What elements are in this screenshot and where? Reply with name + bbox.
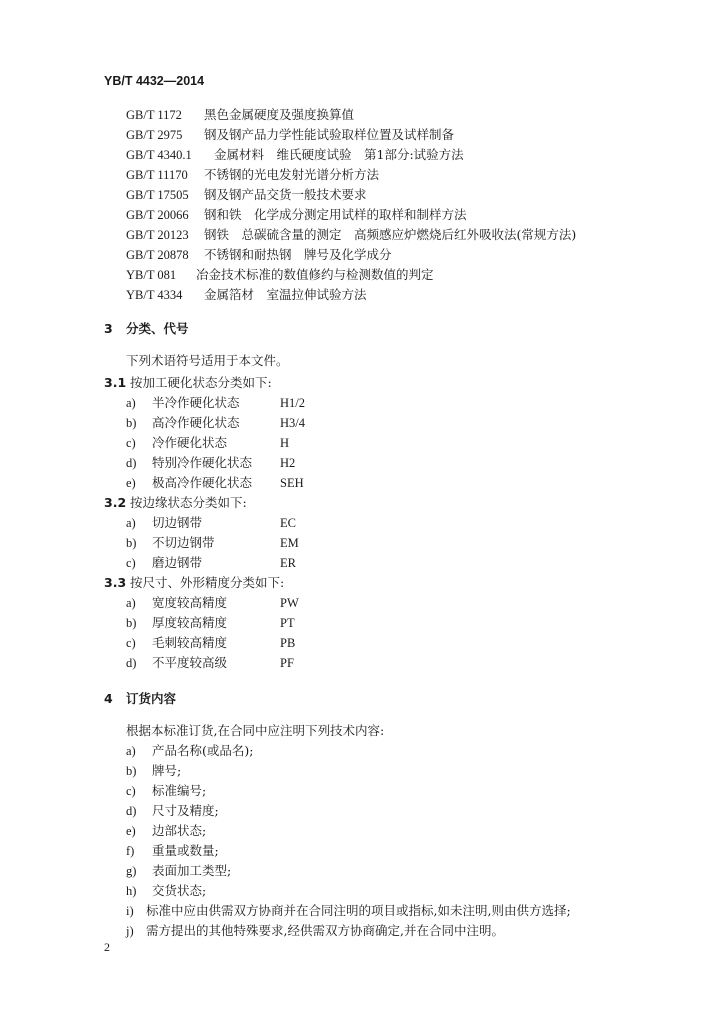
item-text: 重量或数量; [152, 843, 219, 858]
section-title: 分类、代号 [126, 321, 189, 336]
subsection-3-2-heading [104, 494, 247, 512]
list-item [126, 862, 231, 880]
list-item [126, 514, 296, 532]
item-label: 宽度较高精度 [152, 595, 228, 610]
subsection-3-3-heading [104, 574, 284, 592]
reference-code: YB/T 4334 [126, 288, 183, 302]
list-marker: j) [126, 924, 134, 938]
subsection-title: 按加工硬化状态分类如下: [130, 375, 272, 390]
reference-item [126, 286, 367, 304]
reference-title: 钢及钢产品交货一般技术要求 [204, 187, 367, 202]
list-marker: d) [126, 804, 137, 818]
item-code: H3/4 [280, 416, 305, 430]
item-text: 交货状态; [152, 883, 207, 898]
list-marker: h) [126, 884, 137, 898]
reference-title: 金属箔材 室温拉伸试验方法 [204, 287, 367, 302]
item-code: H2 [280, 456, 296, 470]
list-item [126, 742, 253, 760]
list-item [126, 782, 206, 800]
item-label: 磨边钢带 [152, 555, 203, 570]
item-text: 标准编号; [152, 783, 207, 798]
reference-title: 钢及钢产品力学性能试验取样位置及试样制备 [204, 127, 455, 142]
section-3-intro: 下列术语符号适用于本文件。 [126, 353, 289, 368]
list-marker: e) [126, 824, 136, 838]
reference-item [126, 266, 434, 284]
reference-item [126, 206, 467, 224]
list-marker: a) [126, 744, 136, 758]
reference-title: 不锈钢的光电发射光谱分析方法 [204, 167, 380, 182]
list-item [126, 762, 181, 780]
reference-title: 不锈钢和耐热钢 牌号及化学成分 [204, 247, 392, 262]
item-label: 切边钢带 [152, 515, 203, 530]
item-code: PW [280, 596, 299, 610]
list-marker: b) [126, 416, 137, 430]
item-text: 产品名称(或品名); [152, 743, 254, 758]
section-4-heading [104, 690, 176, 708]
item-text: 标准中应由供需双方协商并在合同注明的项目或指标,如未注明,则由供方选择; [146, 903, 571, 918]
list-marker: a) [126, 596, 136, 610]
list-item [126, 802, 219, 820]
item-code: PT [280, 616, 295, 630]
item-text: 需方提出的其他特殊要求,经供需双方协商确定,并在合同中注明。 [146, 923, 504, 938]
item-text: 牌号; [152, 763, 182, 778]
reference-code: YB/T 081 [126, 268, 177, 282]
list-item [126, 394, 305, 412]
list-marker: c) [126, 636, 136, 650]
list-item [126, 922, 504, 940]
item-label: 冷作硬化状态 [152, 435, 228, 450]
reference-title: 冶金技术标准的数值修约与检测数值的判定 [196, 267, 434, 282]
item-label: 不切边钢带 [152, 535, 215, 550]
section-number: 4 [104, 691, 113, 706]
reference-title: 钢和铁 化学成分测定用试样的取样和制样方法 [204, 207, 467, 222]
list-marker: d) [126, 656, 137, 670]
item-code: EC [280, 516, 296, 530]
item-label: 不平度较高级 [152, 655, 228, 670]
reference-title: 钢铁 总碳硫含量的测定 高频感应炉燃烧后红外吸收法(常规方法) [204, 227, 577, 242]
reference-code: GB/T 20066 [126, 208, 189, 222]
list-marker: d) [126, 456, 137, 470]
reference-item [126, 186, 367, 204]
reference-code: GB/T 20123 [126, 228, 189, 242]
item-code: PB [280, 636, 296, 650]
section-number: 3 [104, 321, 113, 336]
subsection-number: 3.3 [104, 575, 127, 590]
subsection-title: 按边缘状态分类如下: [130, 495, 247, 510]
item-label: 极高冷作硬化状态 [152, 475, 253, 490]
list-item [126, 634, 295, 652]
page-number: 2 [104, 940, 110, 954]
item-text: 尺寸及精度; [152, 803, 219, 818]
item-label: 半冷作硬化状态 [152, 395, 240, 410]
list-marker: c) [126, 436, 136, 450]
list-marker: c) [126, 784, 136, 798]
item-text: 表面加工类型; [152, 863, 232, 878]
list-item [126, 594, 299, 612]
reference-code: GB/T 17505 [126, 188, 189, 202]
subsection-title: 按尺寸、外形精度分类如下: [130, 575, 285, 590]
list-item [126, 474, 304, 492]
item-code: EM [280, 536, 299, 550]
list-marker: c) [126, 556, 136, 570]
item-label: 高冷作硬化状态 [152, 415, 240, 430]
list-item [126, 822, 206, 840]
item-code: H [280, 436, 290, 450]
reference-item [126, 106, 354, 124]
subsection-number: 3.1 [104, 375, 127, 390]
list-item [126, 842, 219, 860]
reference-code: GB/T 1172 [126, 108, 182, 122]
item-label: 特别冷作硬化状态 [152, 455, 253, 470]
item-label: 毛刺较高精度 [152, 635, 228, 650]
reference-code: GB/T 11170 [126, 168, 188, 182]
reference-code: GB/T 4340.1 [126, 148, 192, 162]
list-item [126, 902, 571, 920]
section-title: 订货内容 [126, 691, 177, 706]
list-marker: g) [126, 864, 137, 878]
list-item [126, 414, 305, 432]
reference-code: GB/T 2975 [126, 128, 183, 142]
reference-item [126, 246, 392, 264]
list-item [126, 882, 206, 900]
reference-code: GB/T 20878 [126, 248, 189, 262]
list-item [126, 534, 299, 552]
reference-item [126, 166, 379, 184]
reference-title: 金属材料 维氏硬度试验 第1部分:试验方法 [214, 147, 464, 162]
list-marker: a) [126, 516, 136, 530]
list-item [126, 434, 289, 452]
section-3-heading [104, 320, 189, 338]
item-code: SEH [280, 476, 304, 490]
item-code: ER [280, 556, 296, 570]
item-code: PF [280, 656, 294, 670]
reference-item [126, 126, 454, 144]
subsection-3-1-heading [104, 374, 272, 392]
list-marker: b) [126, 764, 137, 778]
list-item [126, 554, 296, 572]
list-marker: a) [126, 396, 136, 410]
document-header-id: YB/T 4432—2014 [104, 74, 205, 88]
list-item [126, 654, 294, 672]
reference-item [126, 226, 576, 244]
list-item [126, 614, 295, 632]
list-marker: e) [126, 476, 136, 490]
item-label: 厚度较高精度 [152, 615, 228, 630]
reference-title: 黑色金属硬度及强度换算值 [204, 107, 355, 122]
reference-item [126, 146, 464, 164]
list-marker: b) [126, 536, 137, 550]
item-code: H1/2 [280, 396, 305, 410]
list-marker: i) [126, 904, 134, 918]
list-item [126, 454, 295, 472]
subsection-number: 3.2 [104, 495, 127, 510]
item-text: 边部状态; [152, 823, 207, 838]
section-4-intro: 根据本标准订货,在合同中应注明下列技术内容: [126, 723, 385, 738]
list-marker: b) [126, 616, 137, 630]
list-marker: f) [126, 844, 135, 858]
